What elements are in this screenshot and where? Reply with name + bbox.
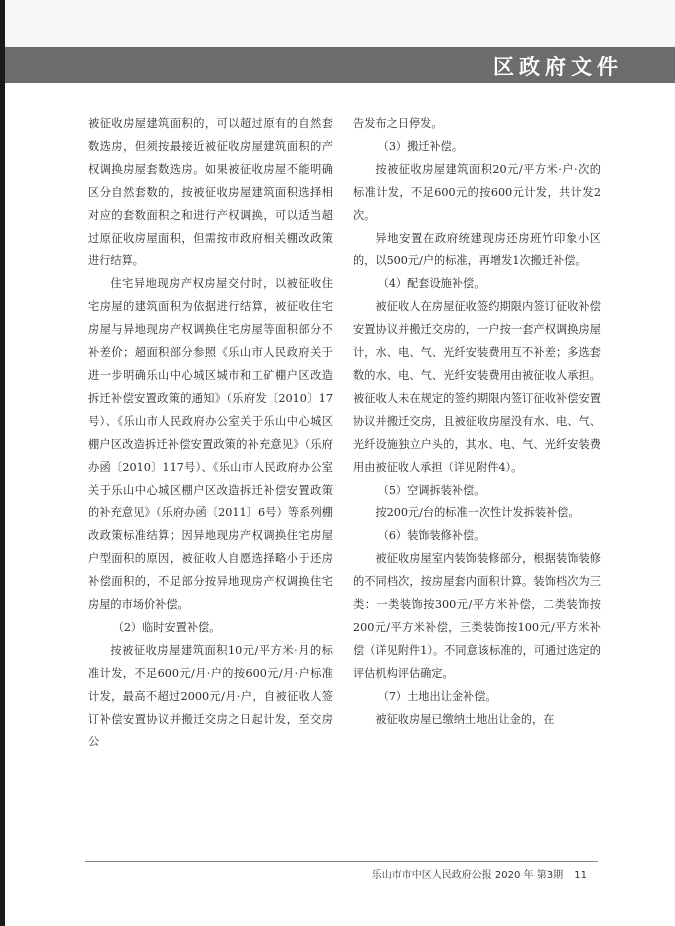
subsection-heading: （5）空调拆装补偿。 [377, 483, 486, 497]
section-title: 区政府文件 [493, 55, 623, 79]
paragraph: 按被征收房屋建筑面积20元/平方米·户·次的标准计发，不足600元的按600元计发，共计发2次。 [353, 162, 601, 222]
paragraph: 异地安置在政府统建现房还房班竹印象小区的，以500元/户的标准，再增发1次搬迁补偿。 [353, 231, 601, 268]
top-margin [5, 0, 675, 47]
footer-rule [85, 861, 598, 862]
page-number: 11 [574, 870, 587, 881]
subsection-heading: （6）装饰装修补偿。 [377, 529, 486, 543]
subsection-heading: （4）配套设施补偿。 [377, 277, 486, 291]
paragraph: 被征收房屋已缴纳土地出让金的，在 [375, 712, 555, 726]
paragraph: 告发布之日停发。 [353, 117, 443, 130]
right-column [353, 113, 601, 731]
scan-edge [0, 0, 5, 926]
paragraph: 被征收房屋室内装饰装修部分，根据装饰装修的不同档次，按房屋套内面积计算。装饰档次为三类：一类装饰按300元/平方米补偿，二类装饰按200元/平方米补偿，三类装饰按100元/平方米补偿（详见附件1）。不同意该标准的，可通过选定的评估机构评估确定。 [353, 552, 601, 680]
paragraph: 住宅异地现房产权房屋交付时，以被征收住宅房屋的建筑面积为依据进行结算，被征收住宅房屋与异地现房产权调换住宅房屋等面积部分不补差价；超面积部分参照《乐山市人民政府关于进一步明确乐山中心城区城市和工矿棚户区改造拆迁补偿安置政策的通知》（乐府发〔2010〕17号）、《乐山市人民政府办公室关于乐山中心城区棚户区改造拆迁补偿安置政策的补充意见》（乐府办函〔2010〕117号）、《乐山市人民政府办公室关于乐山中心城区棚户区改造拆迁补偿安置政策的补充意见》（乐府办函〔2011〕6号）等系列棚改政策标准结算；因异地现房产权调换住宅房屋户型面积的原因，被征收人自愿选择略小于还房补偿面积的，不足部分按异地现房产权调换住宅房屋的市场价补偿。 [88, 277, 333, 612]
paragraph: 被征收人在房屋征收签约期限内签订征收补偿安置协议并搬迁交房的，一户按一套产权调换房屋计，水、电、气、光纤安装费用互不补差；多选套数的水、电、气、光纤安装费用由被征收人承担。被征收人未在规定的签约期限内签订征收补偿安置协议并搬迁交房，且被征收房屋没有水、电、气、光纤设施独立户头的，其水、电、气、光纤安装费用由被征收人承担（详见附件4）。 [353, 300, 601, 474]
paragraph: 按被征收房屋建筑面积10元/平方米·月的标准计发，不足600元/月·户的按600元/月·户标准计发，最高不超过2000元/月·户，自被征收人签订补偿安置协议并搬迁交房之日起计发，至交房公 [88, 643, 333, 749]
left-column [88, 113, 333, 754]
subsection-heading: （3）搬迁补偿。 [377, 139, 464, 153]
paragraph: 按200元/台的标准一次性计发拆装补偿。 [375, 506, 580, 520]
paragraph: 被征收房屋建筑面积的，可以超过原有的自然套数选房，但须按最接近被征收房屋建筑面积的产权调换房屋套数选房。如果被征收房屋不能明确区分自然套数的，按被征收房屋建筑面积选择相对应的套数面积之和进行产权调换，可以适当超过原征收房屋面积，但需按市政府相关棚改政策进行结算。 [88, 117, 333, 268]
subsection-heading: （2）临时安置补偿。 [112, 620, 221, 634]
footer [372, 866, 587, 881]
subsection-heading: （7）土地出让金补偿。 [377, 689, 497, 703]
publication-info: 乐山市市中区人民政府公报 2020 年 第3期 [371, 870, 564, 881]
